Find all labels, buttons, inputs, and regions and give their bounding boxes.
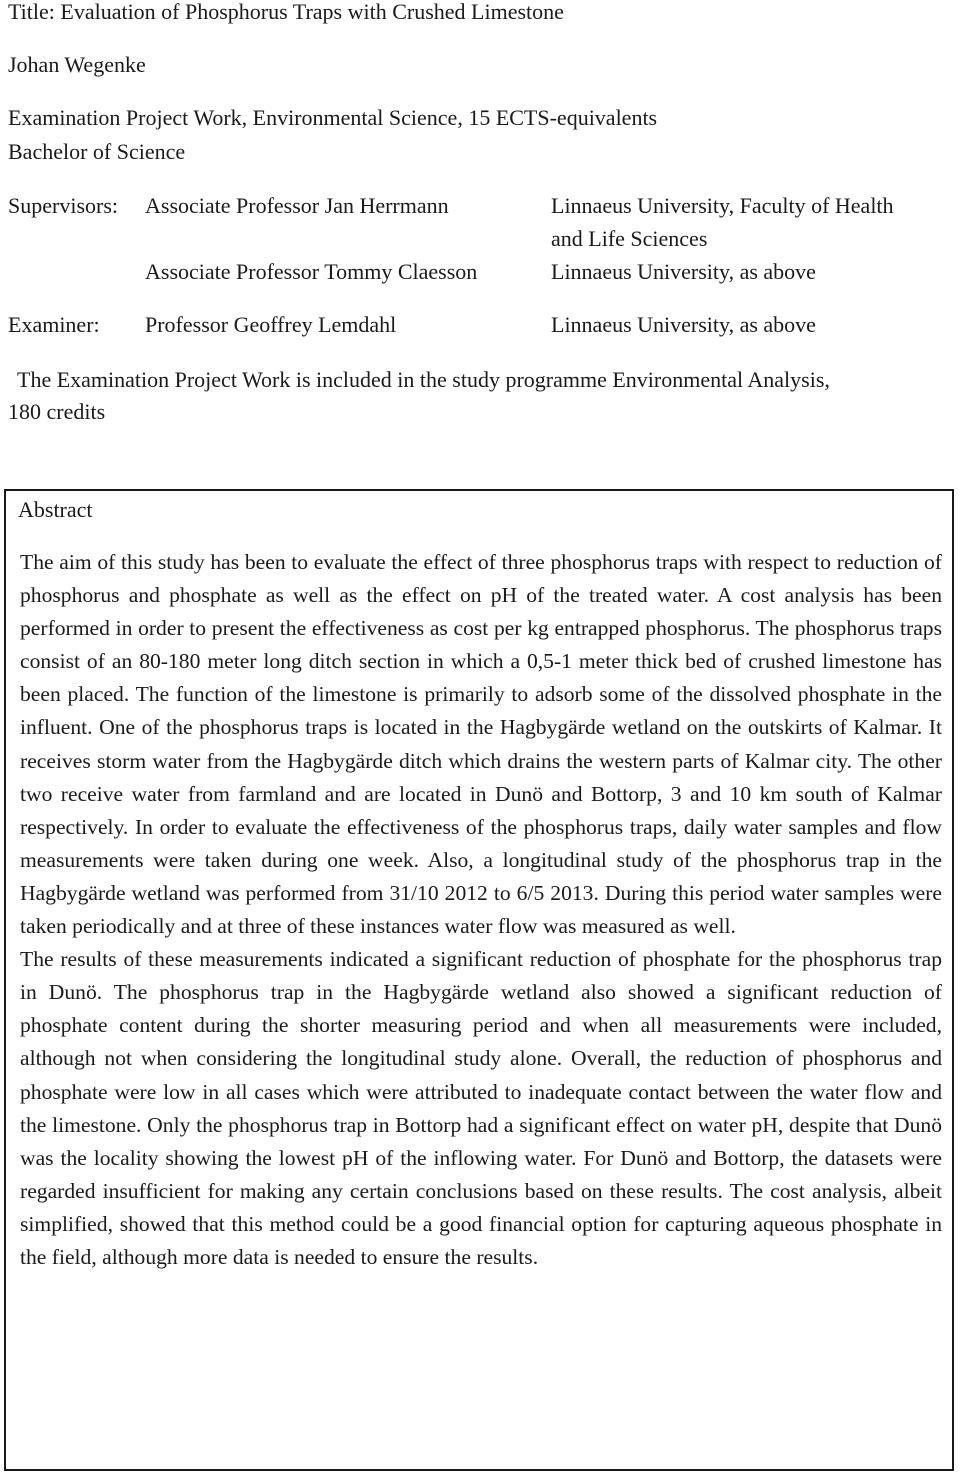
supervisor-2-affiliation: Linnaeus University, as above [551, 259, 816, 284]
examiner-label: Examiner: [8, 312, 100, 337]
abstract-paragraph-1: The aim of this study has been to evaluate the effect of three phosphorus traps with respect to reduction of phosphorus and phosphate as well as the effect on pH of the treated water. A cost analysis has been performed in order to present the effectiveness as cost per kg entrapped phosphorus. The phosphorus traps consist of an 80-180 meter long ditch section in which a 0,5-1 meter thick bed of crushed limestone has been placed. The function of the limestone is primarily to adsorb some of the dissolved phosphate in the influent. One of the phosphorus traps is located in the Hagbygärde wetland on the outskirts of Kalmar. It receives storm water from the Hagbygärde ditch which drains the western parts of Kalmar city. The other two receive water from farmland and are located in Dunö and Bottorp, 3 and 10 km south of Kalmar respectively. In order to evaluate the effectiveness of the phosphorus traps, daily water samples and flow measurements were taken during one week. Also, a longitudinal study of the phosphorus trap in the Hagbygärde wetland was performed from 31/10 2012 to 6/5 2013. During this period water samples were taken periodically and at three of these instances water flow was measured as well. [20, 550, 942, 939]
abstract-paragraph-2: The results of these measurements indicated a significant reduction of phosphate for the phosphorus trap in Dunö. The phosphorus trap in the Hagbygärde wetland also showed a significant reduction of phosphate content during the shorter measuring period and when all measurements were included, although not when considering the longitudinal study alone. Overall, the reduction of phosphorus and phosphate were low in all cases which were attributed to inadequate contact between the water flow and the limestone. Only the phosphorus trap in Bottorp had a significant effect on water pH, despite that Dunö was the locality showing the lowest pH of the inflowing water. For Dunö and Bottorp, the datasets were regarded insufficient for making any certain conclusions based on these results. The cost analysis, albeit simplified, showed that this method could be a good financial option for capturing aqueous phosphate in the field, although more data is needed to ensure the results. [20, 947, 942, 1269]
degree-line: Bachelor of Science [8, 139, 186, 164]
examiner-name: Professor Geoffrey Lemdahl [145, 312, 397, 337]
supervisors-label: Supervisors: [8, 193, 118, 218]
supervisor-1-affiliation-line2: and Life Sciences [551, 226, 708, 251]
programme-statement-line2: 180 credits [8, 399, 106, 424]
supervisor-1-affiliation-line1: Linnaeus University, Faculty of Health [551, 193, 894, 218]
examiner-affiliation: Linnaeus University, as above [551, 312, 816, 337]
supervisor-1-name: Associate Professor Jan Herrmann [145, 193, 449, 218]
supervisor-2-name: Associate Professor Tommy Claesson [145, 259, 478, 284]
programme-statement-line1: The Examination Project Work is included in the study programme Environmental Analysis, [17, 367, 830, 392]
work-description: Examination Project Work, Environmental Science, 15 ECTS-equivalents [8, 105, 658, 130]
document-title: Title: Evaluation of Phosphorus Traps with Crushed Limestone [8, 0, 564, 24]
abstract-body [20, 546, 942, 1274]
author-name: Johan Wegenke [8, 52, 146, 77]
abstract-heading: Abstract [18, 497, 93, 522]
